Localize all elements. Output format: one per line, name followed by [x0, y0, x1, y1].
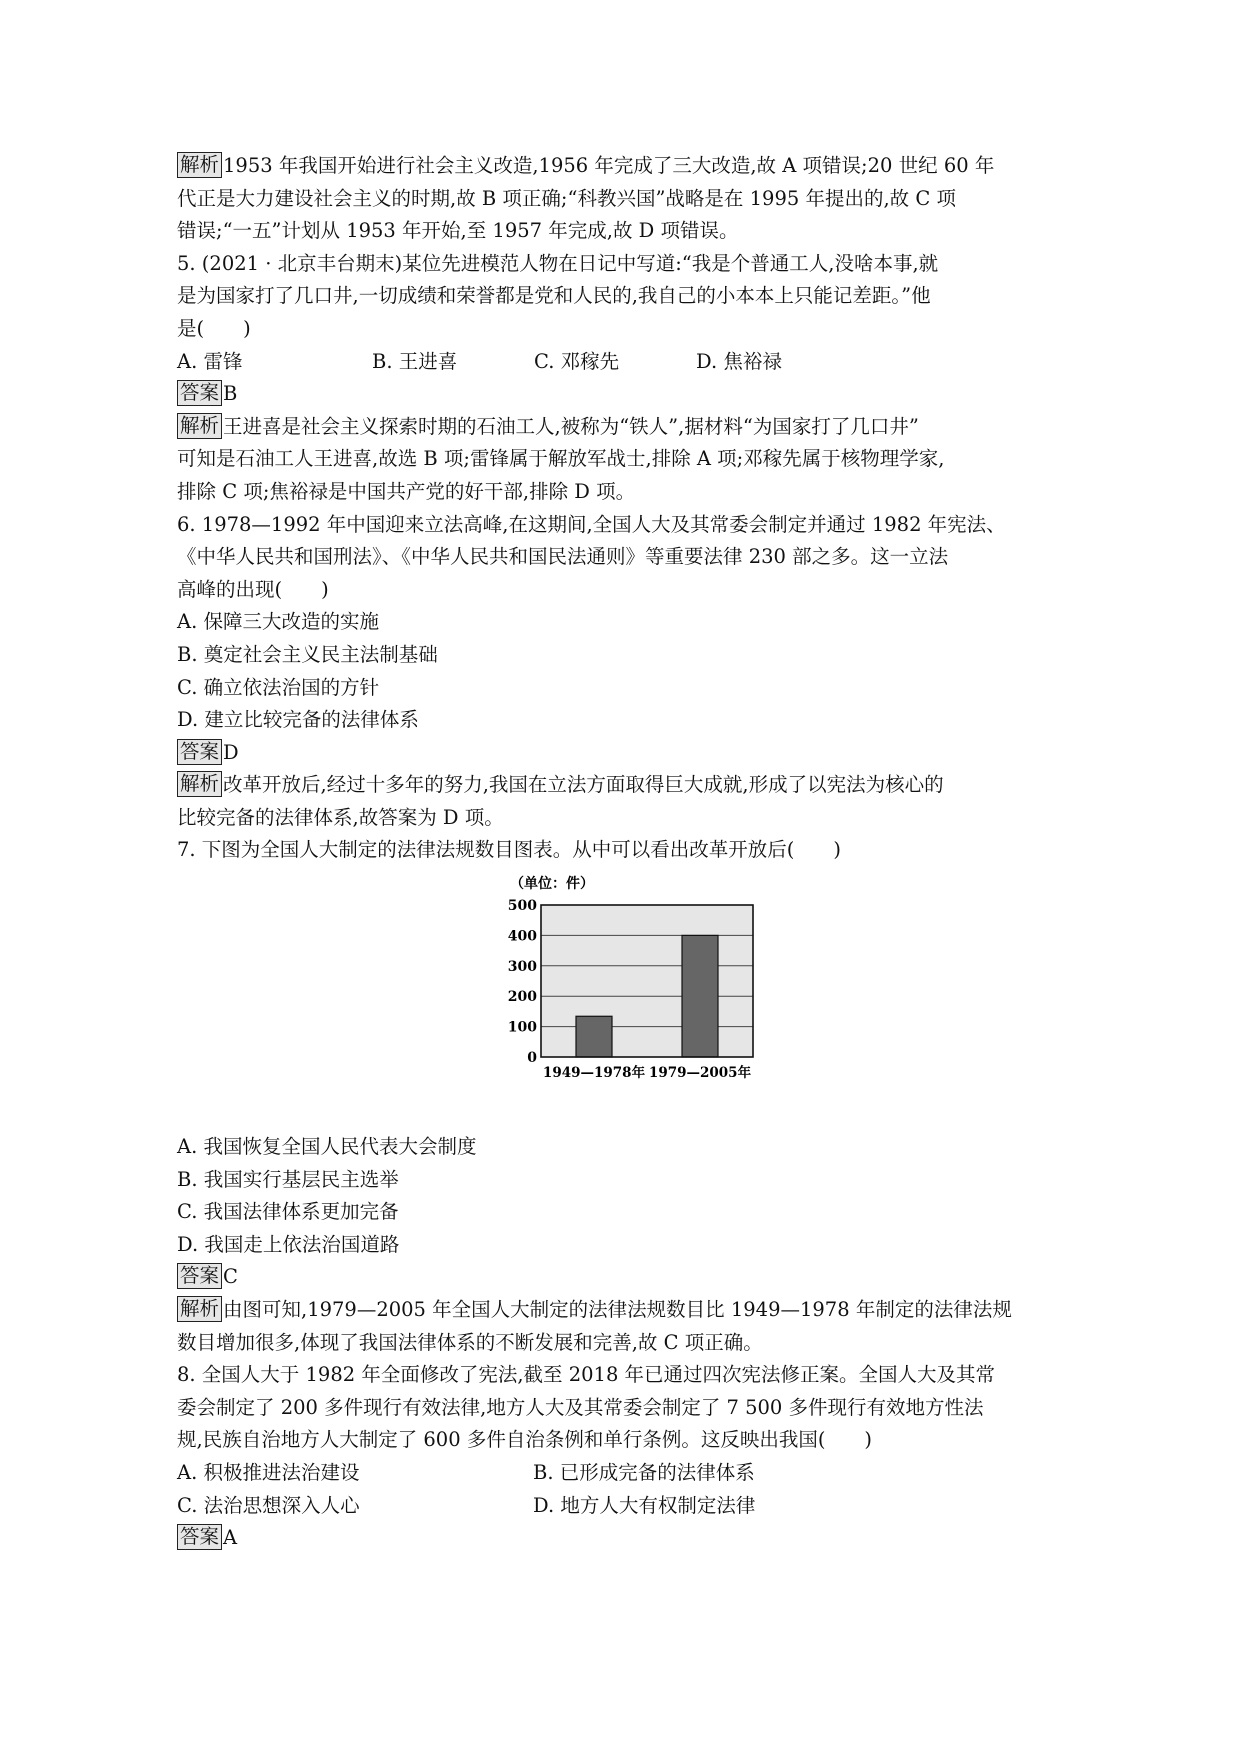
x-tick-labels [543, 1064, 752, 1081]
q5-option-d: D. 焦裕禄 [696, 349, 782, 373]
q8-option-d: D. 地方人大有权制定法律 [533, 1493, 756, 1517]
q6-analysis-line: 解析 改革开放后,经过十多年的努力,我国在立法方面取得巨大成就,形成了以宪法为核心的 [177, 769, 1077, 802]
q5-analysis-line: 可知是石油工人王进喜,故选 B 项;雷锋属于解放军战士,排除 A 项;邓稼先属于核物理学家, [177, 447, 945, 471]
q5-answer-value: B [223, 382, 238, 406]
q7-option-d: D. 我国走上依法治国道路 [177, 1232, 400, 1256]
q5-option-b: B. 王进喜 [372, 349, 458, 373]
q8-stem-line: 委会制定了 200 多件现行有效法律,地方人大及其常委会制定了 7 500 多件现行有效地方性法 [177, 1395, 984, 1419]
q7-option-b: B. 我国实行基层民主选举 [177, 1167, 399, 1191]
q6-answer [177, 737, 1077, 770]
y-tick-label: 300 [507, 958, 537, 975]
q6-stem-line: 《中华人民共和国刑法》、《中华人民共和国民法通则》等重要法律 230 部之多。这一立法 [177, 545, 949, 569]
answer-tag: 答案 [177, 1263, 222, 1289]
y-tick-label: 200 [507, 989, 537, 1006]
q6-analysis-line: 比较完备的法律体系,故答案为 D 项。 [177, 805, 504, 829]
bar [576, 1016, 612, 1057]
q5-option-c: C. 邓稼先 [534, 349, 620, 373]
answer-tag: 答案 [177, 1524, 222, 1550]
bar [682, 935, 718, 1057]
q8-stem-line: 8. 全国人大于 1982 年全面修改了宪法,截至 2018 年已通过四次宪法修正案。全国人大及其常 [177, 1363, 996, 1387]
analysis-tag: 解析 [177, 413, 222, 439]
q5-options [177, 346, 1077, 379]
q5-analysis-line: 解析 王进喜是社会主义探索时期的石油工人,被称为“铁人”,据材料“为国家打了几口井” [177, 411, 1077, 444]
x-tick-label: 1979—2005年 [648, 1065, 752, 1082]
q6-stem-line: 6. 1978—1992 年中国迎来立法高峰,在这期间,全国人大及其常委会制定并通过 1982 年宪法、 [177, 512, 1006, 536]
q7-stem: 7. 下图为全国人大制定的法律法规数目图表。从中可以看出改革开放后( ) [177, 838, 842, 862]
q4-analysis-line: 解析 1953 年我国开始进行社会主义改造,1956 年完成了三大改造,故 A 项错误;20 世纪 60 年 [177, 150, 1077, 183]
q5-stem-line: 5. (2021 · 北京丰台期末)某位先进模范人物在日记中写道:“我是个普通工人,没啥本事,就 [177, 251, 939, 275]
analysis-tag: 解析 [177, 771, 222, 797]
y-tick-label: 400 [507, 928, 537, 945]
answer-tag: 答案 [177, 739, 222, 765]
q5-stem-line: 是( ) [177, 316, 251, 340]
q7-option-c: C. 我国法律体系更加完备 [177, 1200, 399, 1224]
y-tick-labels [508, 898, 537, 1066]
q8-option-c: C. 法治思想深入人心 [177, 1493, 360, 1517]
q7-analysis-line: 解析 由图可知,1979—2005 年全国人大制定的法律法规数目比 1949—1978 年制定的法律法规 [177, 1294, 1077, 1327]
analysis-tag: 解析 [177, 1296, 222, 1322]
bar-chart-svg [484, 867, 784, 1131]
document-page [177, 150, 1077, 1555]
q8-answer [177, 1522, 1077, 1555]
q5-option-a: A. 雷锋 [177, 349, 243, 373]
analysis-tag: 解析 [177, 152, 222, 178]
q5-stem-line: 是为国家打了几口井,一切成绩和荣誉都是党和人民的,我自己的小本本上只能记差距。”他 [177, 284, 931, 308]
q4-analysis-line: 代正是大力建设社会主义的时期,故 B 项正确;“科教兴国”战略是在 1995 年提出的,故 C 项 [177, 186, 956, 210]
q6-option-c: C. 确立依法治国的方针 [177, 675, 380, 699]
q4-analysis-line: 错误;“一五”计划从 1953 年开始,至 1957 年完成,故 D 项错误。 [177, 219, 739, 243]
q6-option-d: D. 建立比较完备的法律体系 [177, 708, 419, 732]
q7-analysis-line: 数目增加很多,体现了我国法律体系的不断发展和完善,故 C 项正确。 [177, 1330, 763, 1354]
q7-option-a: A. 我国恢复全国人民代表大会制度 [177, 1135, 477, 1159]
q7-answer [177, 1261, 1077, 1294]
y-tick-label: 0 [527, 1050, 537, 1067]
q5-answer [177, 378, 1077, 411]
x-tick-label: 1949—1978年 [542, 1065, 646, 1082]
q6-option-b: B. 奠定社会主义民主法制基础 [177, 642, 438, 666]
y-tick-label: 100 [507, 1019, 537, 1036]
q8-options-row-1 [177, 1457, 1077, 1490]
y-tick-label: 500 [507, 898, 537, 915]
q8-answer-value: A [223, 1526, 238, 1550]
answer-tag: 答案 [177, 380, 222, 406]
q5-analysis-line: 排除 C 项;焦裕禄是中国共产党的好干部,排除 D 项。 [177, 479, 636, 503]
law-count-chart [177, 867, 1077, 1131]
q7-answer-value: C [223, 1265, 238, 1289]
q6-answer-value: D [223, 740, 239, 764]
q8-stem-line: 规,民族自治地方人大制定了 600 多件自治条例和单行条例。这反映出我国( ) [177, 1428, 873, 1452]
chart-unit-label: （单位：件） [510, 876, 594, 893]
plot-background [541, 905, 753, 1057]
q6-stem-line: 高峰的出现( ) [177, 577, 329, 601]
q8-options-row-2 [177, 1490, 1077, 1523]
q8-option-a: A. 积极推进法治建设 [177, 1461, 360, 1484]
q6-option-a: A. 保障三大改造的实施 [177, 610, 379, 634]
q8-option-b: B. 已形成完备的法律体系 [533, 1461, 755, 1484]
